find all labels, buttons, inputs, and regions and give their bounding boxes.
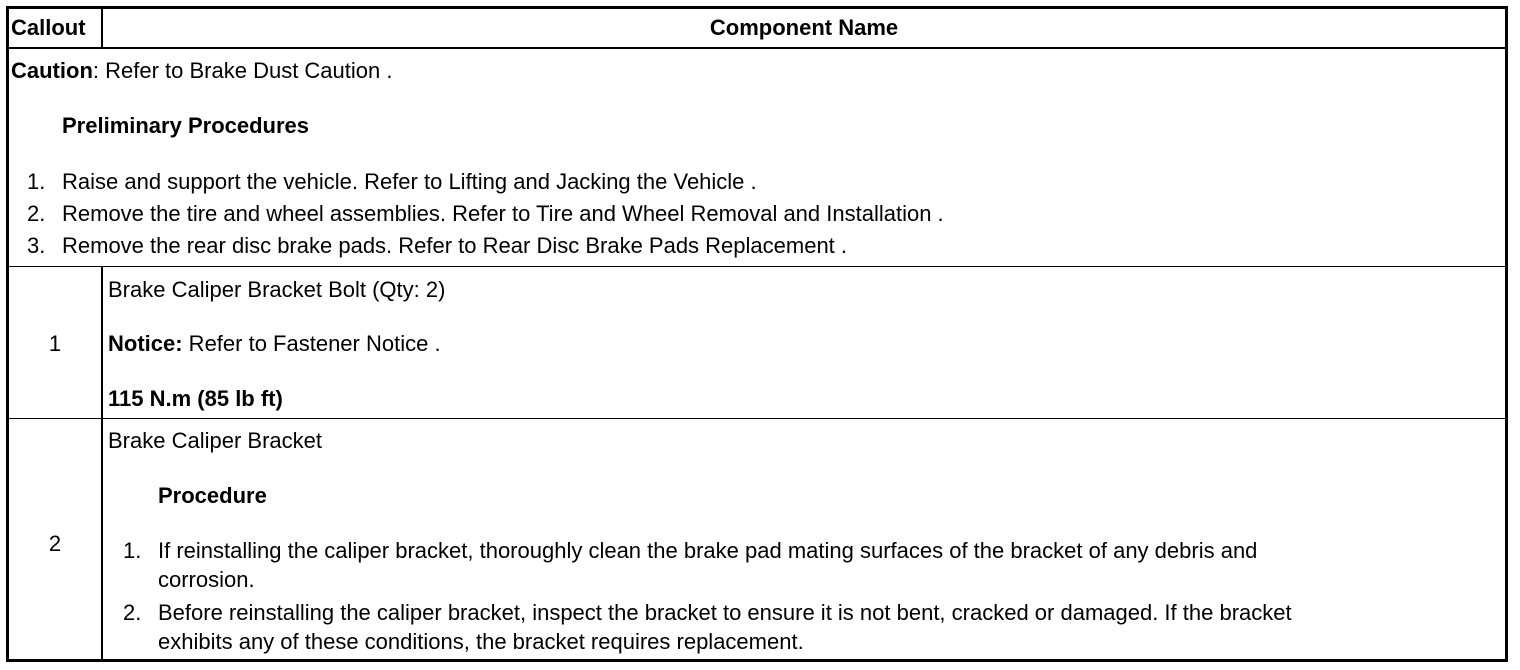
notice-line: [108, 331, 441, 357]
step-text: Raise and support the vehicle. Refer to Lifting and Jacking the Vehicle .: [62, 169, 757, 194]
notice-text: Refer to Fastener Notice .: [182, 331, 441, 356]
component-table: [6, 6, 1508, 662]
step-text: If reinstalling the caliper bracket, thoroughly clean the brake pad mating surfaces of the bracket of any debris and: [158, 538, 1258, 563]
step-text-continued: exhibits any of these conditions, the bracket requires replacement.: [158, 629, 804, 654]
step-number: 2.: [123, 600, 142, 625]
preliminary-heading: Preliminary Procedures: [62, 113, 310, 138]
step-text: Remove the tire and wheel assemblies. Refer to Tire and Wheel Removal and Installation .: [62, 201, 944, 226]
step-text: Remove the rear disc brake pads. Refer to Rear Disc Brake Pads Replacement .: [62, 233, 848, 258]
step-number: 2.: [27, 201, 46, 226]
callout-header: Callout: [11, 15, 86, 40]
caution-label: Caution: [11, 58, 93, 83]
column-divider: [101, 266, 103, 659]
step-text-continued: corrosion.: [158, 567, 255, 592]
callout-number: 1: [48, 331, 62, 356]
caution-text: : Refer to Brake Dust Caution .: [92, 58, 393, 83]
row-divider: [9, 418, 1505, 419]
row-divider: [9, 266, 1505, 267]
header-divider: [9, 47, 1505, 49]
torque-spec: 115 N.m (85 lb ft): [108, 386, 283, 411]
step-number: 3.: [27, 233, 46, 258]
step-text: Before reinstalling the caliper bracket, inspect the bracket to ensure it is not bent, cracked or damaged. If the bracket: [158, 600, 1292, 625]
component-name: Brake Caliper Bracket: [108, 428, 322, 453]
step-number: 1.: [27, 169, 46, 194]
step-number: 1.: [123, 538, 142, 563]
callout-number: 2: [48, 531, 62, 556]
component-name-header: Component Name: [709, 15, 899, 40]
column-divider: [101, 9, 103, 47]
component-name: Brake Caliper Bracket Bolt (Qty: 2): [108, 277, 446, 302]
procedure-heading: Procedure: [158, 483, 267, 508]
notice-label: Notice:: [108, 331, 183, 356]
caution-line: [11, 58, 392, 84]
